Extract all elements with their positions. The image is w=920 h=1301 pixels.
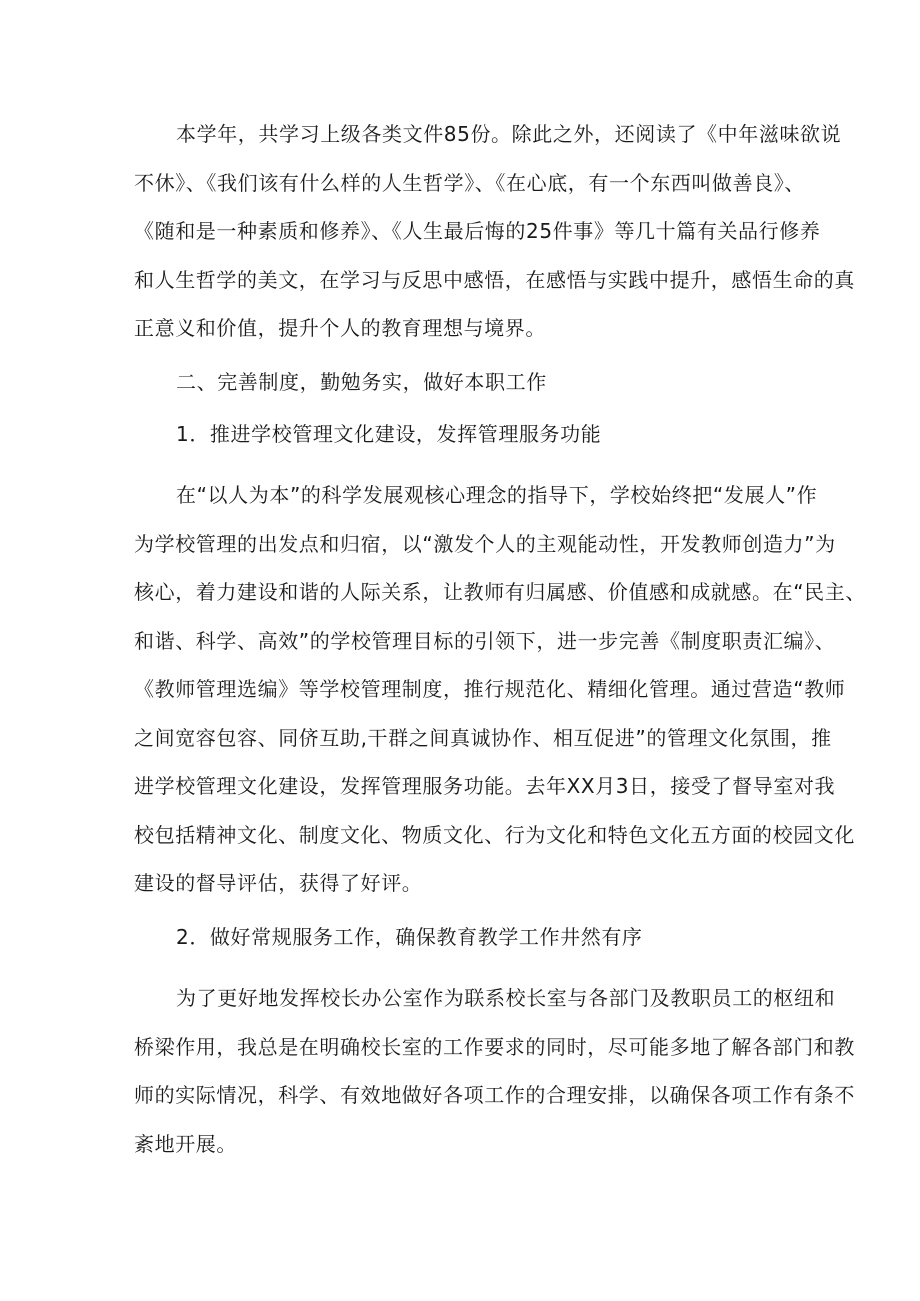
paragraph-2-line: 和谐、科学、高效”的学校管理目标的引领下，进一步完善《制度职责汇编》、 <box>134 628 836 653</box>
paragraph-1-line: 本学年，共学习上级各类文件85份。除此之外，还阅读了《中年滋味欲说 <box>176 122 842 146</box>
paragraph-1-line: 《随和是一种素质和修养》、《人生最后悔的25件事》等几十篇有关品行修养 <box>134 219 821 243</box>
paragraph-2-line: 进学校管理文化建设，发挥管理服务功能。去年XX月3日，接受了督导室对我 <box>134 774 836 798</box>
subheading-1: 1．推进学校管理文化建设，发挥管理服务功能 <box>176 422 602 446</box>
paragraph-2 <box>134 471 866 908</box>
paragraph-2-line: 校包括精神文化、制度文化、物质文化、行为文化和特色文化五方面的校园文化 <box>134 822 855 847</box>
paragraph-2-line: 建设的督导评估，获得了好评。 <box>134 871 423 895</box>
paragraph-3-line: 紊地开展。 <box>134 1131 237 1156</box>
paragraph-3 <box>134 974 855 1168</box>
paragraph-1-line: 正意义和价值，提升个人的教育理想与境界。 <box>134 316 546 340</box>
paragraph-1-line: 不休》、《我们该有什么样的人生哲学》、《在心底，有一个东西叫做善良》、 <box>134 170 805 195</box>
paragraph-2-line: 之间宽容包容、同侪互助,干群之间真诚协作、相互促进”的管理文化氛围，推 <box>134 725 832 750</box>
paragraph-3-line: 为了更好地发挥校长办公室作为联系校长室与各部门及教职员工的枢纽和 <box>176 986 836 1010</box>
paragraph-2-line: 在“以人为本”的科学发展观核心理念的指导下，学校始终把“发展人”作 <box>176 483 818 507</box>
paragraph-2-line: 为学校管理的出发点和归宿，以“激发个人的主观能动性，开发教师创造力”为 <box>134 531 836 556</box>
subheading-2: 2．做好常规服务工作，确保教育教学工作井然有序 <box>176 925 643 949</box>
paragraph-2-line: 《教师管理选编》等学校管理制度，推行规范化、精细化管理。通过营造“教师 <box>134 677 846 701</box>
paragraph-3-line: 师的实际情况，科学、有效地做好各项工作的合理安排，以确保各项工作有条不 <box>134 1083 855 1107</box>
paragraph-1 <box>134 110 855 353</box>
section-heading: 二、完善制度，勤勉务实，做好本职工作 <box>176 370 547 394</box>
paragraph-2-line: 核心，着力建设和谐的人际关系，让教师有归属感、价值感和成就感。在“民主、 <box>134 580 866 604</box>
paragraph-3-line: 桥梁作用，我总是在明确校长室的工作要求的同时，尽可能多地了解各部门和教 <box>134 1034 855 1059</box>
paragraph-1-line: 和人生哲学的美文，在学习与反思中感悟，在感悟与实践中提升，感悟生命的真 <box>134 267 855 292</box>
